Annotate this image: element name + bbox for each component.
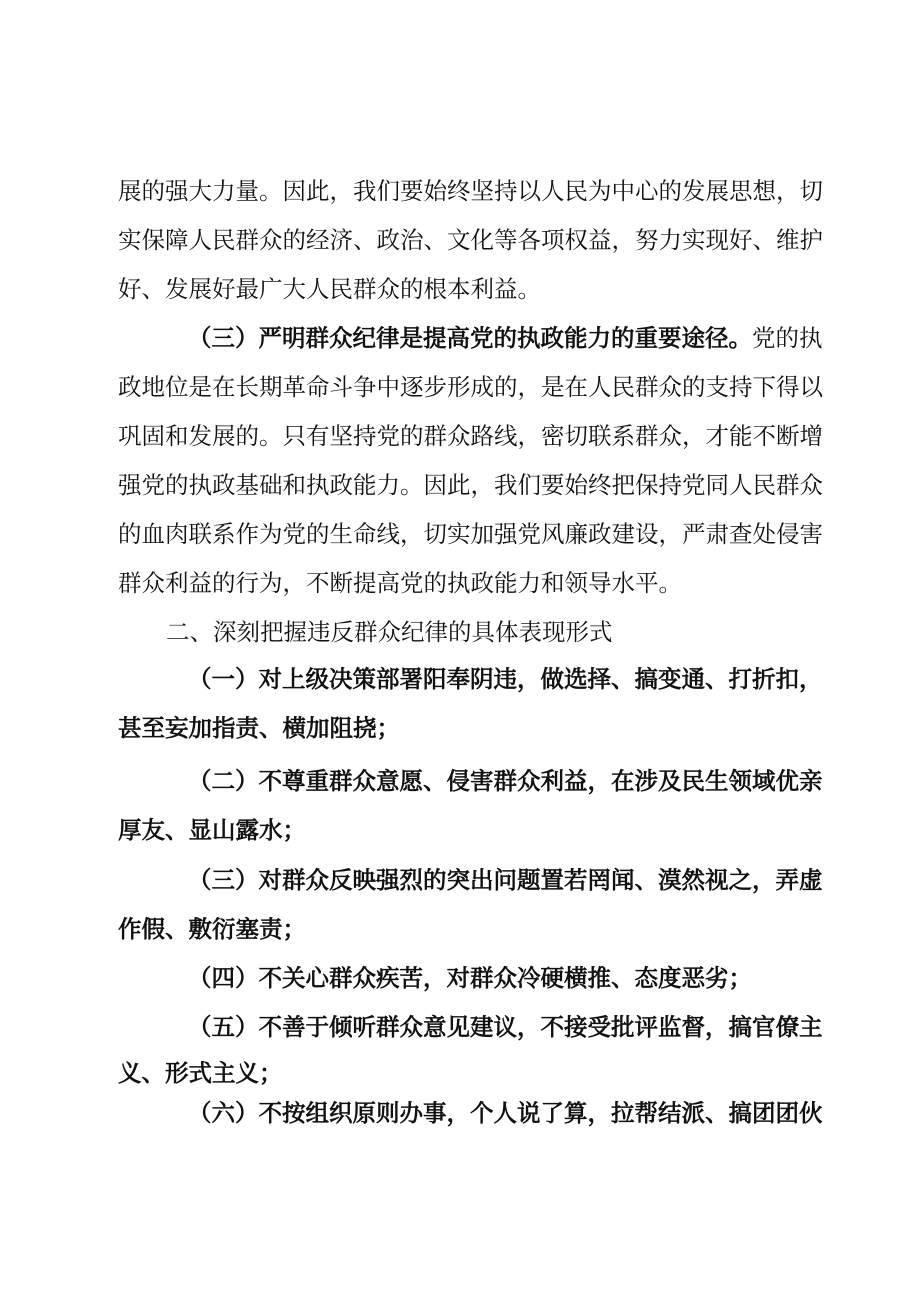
section-three-lead: （三）严明群众纪律是提高党的执政能力的重要途径。	[188, 324, 752, 352]
body-text-line: 群众利益的行为，不断提高党的执政能力和领导水平。	[118, 569, 682, 597]
list-item-first-line: （二）不尊重群众意愿、侵害群众利益，在涉及民生领域优亲	[188, 767, 823, 795]
list-item-first-line: （五）不善于倾听群众意见建议，不接受批评监督，搞官僚主	[188, 1013, 823, 1041]
body-text-line: 政地位是在长期革命斗争中逐步形成的，是在人民群众的支持下得以	[118, 373, 823, 401]
list-item-second-line: 甚至妄加指责、横加阻挠；	[118, 714, 400, 742]
section-heading: 二、深刻把握违反群众纪律的具体表现形式	[166, 618, 613, 646]
body-text-line: 强党的执政基础和执政能力。因此，我们要始终把保持党同人民群众	[118, 471, 823, 499]
list-item-first-line: （四）不关心群众疾苦，对群众冷硬横推、态度恶劣；	[188, 964, 752, 992]
body-text-line: 的血肉联系作为党的生命线，切实加强党风廉政建设，严肃查处侵害	[118, 520, 823, 548]
list-item-first-line: （三）对群众反映强烈的突出问题置若罔闻、漠然视之，弄虚	[188, 866, 823, 894]
body-text-line: 巩固和发展的。只有坚持党的群众路线，密切联系群众，才能不断增	[118, 422, 823, 450]
list-item-second-line: 厚友、显山露水；	[118, 816, 306, 844]
section-three-line1-rest: 党的执	[752, 324, 823, 352]
body-text-line: 展的强大力量。因此，我们要始终坚持以人民为中心的发展思想，切	[118, 177, 823, 205]
list-item-first-line: （一）对上级决策部署阳奉阴违，做选择、搞变通、打折扣，	[188, 665, 823, 693]
body-text-line: 好、发展好最广大人民群众的根本利益。	[118, 275, 541, 303]
list-item-second-line: 作假、敷衍塞责；	[118, 915, 306, 943]
body-text-line: 实保障人民群众的经济、政治、文化等各项权益，努力实现好、维护	[118, 226, 823, 254]
list-item-first-line: （六）不按组织原则办事，个人说了算，拉帮结派、搞团团伙	[188, 1099, 823, 1127]
list-item-second-line: 义、形式主义；	[118, 1059, 283, 1087]
section-three-first-line	[0, 323, 920, 353]
